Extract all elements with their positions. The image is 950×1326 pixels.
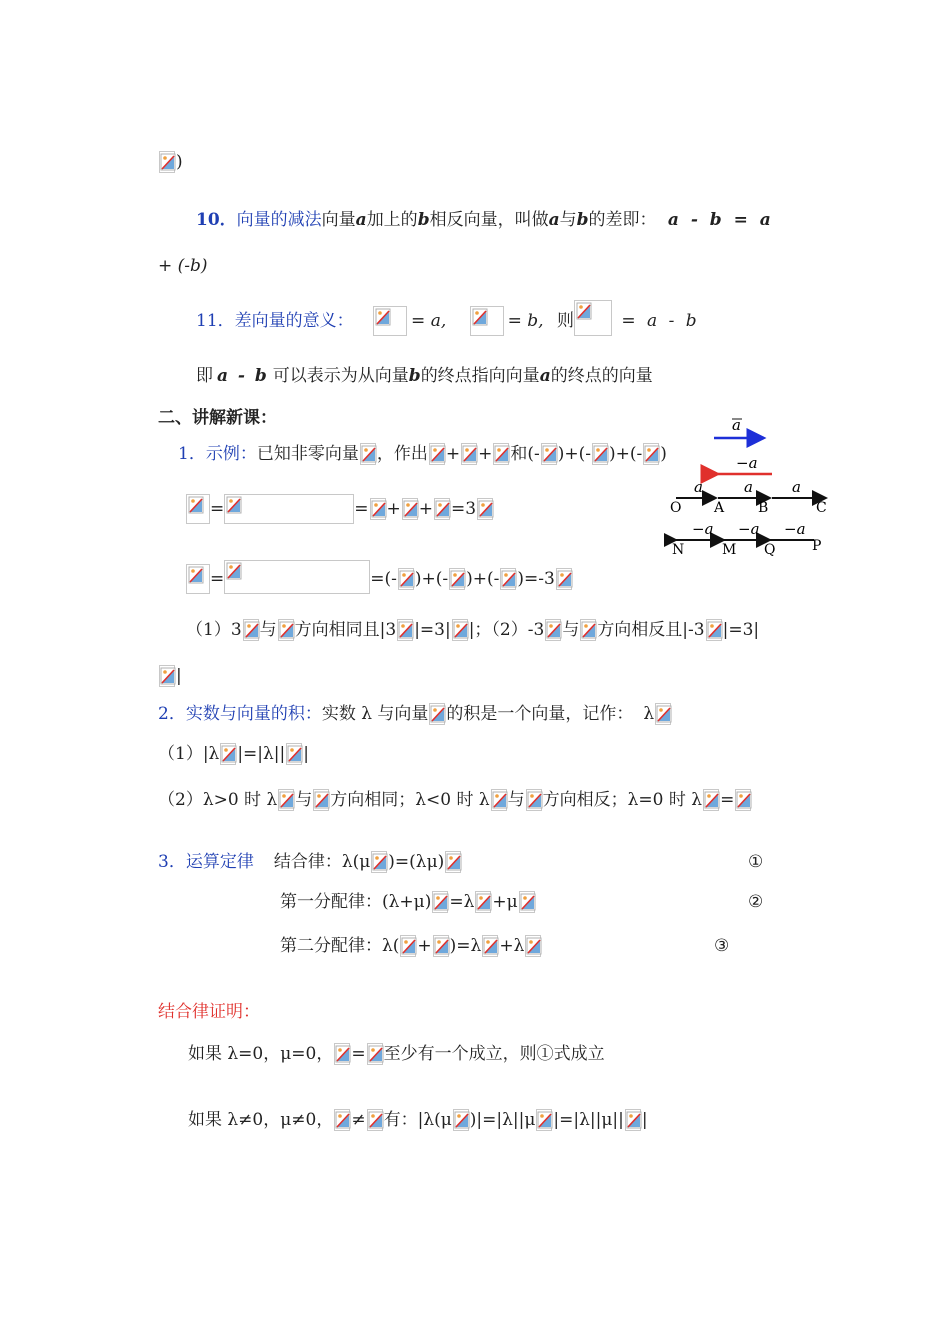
text: =(-	[370, 569, 397, 589]
difference-explanation	[196, 364, 653, 388]
broken-image-icon	[159, 151, 175, 173]
broken-image-icon	[491, 789, 507, 811]
broken-image-icon	[159, 665, 175, 687]
text: 与	[559, 210, 577, 230]
broken-image-icon	[475, 891, 491, 913]
broken-image-icon	[452, 619, 468, 641]
text: |=3|	[722, 620, 760, 640]
broken-image-icon	[188, 495, 204, 517]
text: )+(-	[414, 569, 449, 589]
broken-image-icon	[493, 443, 509, 465]
text: 即	[196, 366, 213, 386]
text: |=|λ||μ||	[553, 1110, 624, 1130]
definition-vector-subtraction	[196, 208, 774, 232]
formula: )=(λμ)	[388, 852, 445, 872]
item-title: 11．差向量的意义：	[196, 311, 354, 331]
var-b: b	[576, 210, 589, 230]
text: |=|λ||	[237, 744, 286, 764]
law-name: 第一分配律：	[280, 892, 382, 912]
broken-image-icon	[313, 789, 329, 811]
broken-image-icon	[375, 307, 391, 329]
text: )+(-	[557, 444, 591, 464]
var-a: a	[548, 210, 560, 230]
point-Q: Q	[764, 542, 776, 558]
proof-case-zero	[188, 1042, 605, 1066]
broken-image-icon	[477, 498, 493, 520]
broken-image-icon	[580, 619, 596, 641]
text: +	[445, 444, 461, 464]
broken-image-icon	[592, 443, 608, 465]
law-second-distributive	[280, 934, 542, 958]
broken-image-icon	[576, 301, 592, 323]
text: 则	[556, 311, 574, 331]
broken-image-icon	[243, 619, 259, 641]
broken-image-icon	[334, 1109, 350, 1131]
formula: +μ	[492, 892, 518, 912]
broken-image-icon	[398, 568, 414, 590]
example-sum-line	[186, 494, 494, 524]
text: |	[641, 1110, 648, 1130]
formula: λ(	[382, 936, 400, 956]
text: （1）|λ	[158, 744, 220, 764]
text: 至少有一个成立，则①式成立	[383, 1044, 605, 1064]
broken-image-icon	[643, 443, 659, 465]
text: )	[176, 152, 183, 172]
broken-image-icon	[334, 1043, 350, 1065]
line-tail-10	[158, 664, 182, 688]
formula-continuation: + (-b)	[158, 256, 208, 276]
proof-heading: 结合律证明：	[158, 1002, 260, 1022]
text: )	[660, 444, 667, 464]
text: 与	[259, 620, 277, 640]
image-box	[574, 300, 612, 336]
item-number: 10．	[196, 210, 237, 230]
point-N: N	[672, 542, 685, 558]
broken-image-icon	[226, 495, 242, 517]
image-box	[186, 494, 210, 524]
formula: )=λ	[449, 936, 482, 956]
broken-image-icon	[220, 743, 236, 765]
var-a: a	[355, 210, 367, 230]
text: |	[303, 744, 309, 764]
text: )=-3	[517, 569, 555, 589]
broken-image-icon	[432, 891, 448, 913]
text: +	[478, 444, 493, 464]
broken-image-icon	[449, 568, 465, 590]
text: =	[210, 569, 225, 589]
text: =	[720, 790, 735, 810]
item-title: 1．示例：	[178, 444, 257, 464]
text: 如果 λ≠0，μ≠0，	[188, 1110, 334, 1130]
example-conclusion	[186, 618, 759, 642]
equation-number-3: ③	[714, 936, 730, 956]
broken-image-icon	[367, 1109, 383, 1131]
formula: +λ	[499, 936, 525, 956]
vector-neg-a-label-QM: −a	[738, 520, 760, 538]
broken-image-icon	[735, 789, 751, 811]
equation-number-2: ②	[748, 892, 764, 912]
formula: =λ	[449, 892, 475, 912]
text: 方向相同；λ<0 时 λ	[330, 790, 490, 810]
text: 方向相反且|-3	[597, 620, 705, 640]
vector-a-label-BC: a	[792, 478, 801, 496]
text: |	[176, 666, 182, 686]
property-magnitude	[158, 742, 309, 766]
text: 方向相同且|3	[294, 620, 397, 640]
vector-a-label: a	[732, 416, 741, 434]
formula: = a - b	[621, 311, 700, 331]
broken-image-icon	[655, 703, 671, 725]
text: 可以表示为从向量	[272, 366, 409, 386]
text: 如果 λ=0，μ=0，	[188, 1044, 334, 1064]
broken-image-icon	[370, 498, 386, 520]
line-tail-0	[158, 150, 183, 174]
text: 与	[507, 790, 525, 810]
broken-image-icon	[706, 619, 722, 641]
broken-image-icon	[433, 935, 449, 957]
broken-image-icon	[445, 851, 461, 873]
broken-image-icon	[556, 568, 572, 590]
broken-image-icon	[226, 561, 242, 583]
item-title: 2．实数与向量的积：	[158, 704, 322, 724]
broken-image-icon	[286, 743, 302, 765]
broken-image-icon	[367, 1043, 383, 1065]
vector-a-label-OA: a	[694, 478, 703, 496]
formula: λ(μ	[341, 852, 371, 872]
text: +	[418, 499, 433, 519]
definition-scalar-product	[158, 702, 672, 726]
equation-number-1: ①	[748, 852, 764, 872]
formula: +	[417, 936, 432, 956]
text: 相反向量，叫做	[429, 210, 549, 230]
var-b: b	[417, 210, 430, 230]
text: =	[351, 1044, 366, 1064]
definition-difference-meaning	[196, 300, 700, 336]
item-title: 3．运算定律	[158, 852, 254, 872]
text: 与	[562, 620, 580, 640]
broken-image-icon	[453, 1109, 469, 1131]
text: 与	[295, 790, 313, 810]
text: 的差即：	[588, 210, 657, 230]
text: 向量	[321, 210, 356, 230]
broken-image-icon	[500, 568, 516, 590]
text: ≠	[351, 1110, 366, 1130]
broken-image-icon	[541, 443, 557, 465]
broken-image-icon	[360, 443, 376, 465]
proof-case-nonzero	[188, 1108, 648, 1132]
example-intro	[178, 442, 667, 466]
broken-image-icon	[625, 1109, 641, 1131]
text: 加上的	[366, 210, 418, 230]
broken-image-icon	[526, 789, 542, 811]
point-O: O	[670, 500, 682, 516]
text: 的终点指向向量	[420, 366, 540, 386]
text: 已知非零向量	[256, 444, 359, 464]
text: |；（2）-3	[468, 620, 545, 640]
broken-image-icon	[482, 935, 498, 957]
point-C: C	[816, 500, 827, 516]
text: ，作出	[376, 444, 428, 464]
var-b: b	[408, 366, 421, 386]
point-P: P	[812, 538, 822, 554]
vector-a-label-AB: a	[744, 478, 753, 496]
item-title: 向量的减法	[236, 210, 322, 230]
text: 的积是一个向量，记作：	[446, 704, 634, 724]
section-heading: 二、讲解新课：	[158, 408, 277, 428]
broken-image-icon	[188, 565, 204, 587]
vector-neg-a-label: −a	[736, 454, 758, 472]
broken-image-icon	[434, 498, 450, 520]
broken-image-icon	[525, 935, 541, 957]
text: （2）λ>0 时 λ	[158, 790, 278, 810]
text: =	[354, 499, 369, 519]
law-associative	[158, 850, 462, 874]
broken-image-icon	[371, 851, 387, 873]
point-A: A	[714, 500, 725, 516]
vector-neg-a-label-PQ: −a	[784, 520, 806, 538]
text: )|=|λ||μ	[469, 1110, 536, 1130]
var-a: a	[539, 366, 551, 386]
image-box	[470, 306, 504, 336]
text: （1）3	[186, 620, 242, 640]
image-box	[373, 306, 407, 336]
point-M: M	[722, 542, 737, 558]
broken-image-icon	[278, 789, 294, 811]
broken-image-icon	[397, 619, 413, 641]
broken-image-icon	[429, 703, 445, 725]
law-first-distributive	[280, 890, 536, 914]
broken-image-icon	[519, 891, 535, 913]
text: )+(-	[466, 569, 500, 589]
text: 有：|λ(μ	[383, 1110, 452, 1130]
broken-image-icon	[400, 935, 416, 957]
image-box	[186, 564, 210, 594]
formula: = b,	[507, 311, 544, 331]
text: λ	[643, 704, 655, 724]
text: |=3|	[414, 620, 451, 640]
broken-image-icon	[703, 789, 719, 811]
text: 方向相反；λ=0 时 λ	[542, 790, 703, 810]
text: )+(-	[608, 444, 643, 464]
law-name: 结合律：	[273, 852, 342, 872]
broken-image-icon	[472, 307, 488, 329]
text: =3	[451, 499, 477, 519]
formula: (λ+μ)	[382, 892, 432, 912]
vector-diagram	[664, 416, 840, 558]
broken-image-icon	[429, 443, 445, 465]
image-box	[224, 494, 354, 524]
law-name: 第二分配律：	[280, 936, 382, 956]
formula: a - b = a	[667, 210, 774, 230]
text: =	[210, 499, 225, 519]
text: 和(-	[510, 444, 540, 464]
formula: a - b	[217, 366, 269, 386]
text: 实数 λ 与向量	[321, 704, 429, 724]
broken-image-icon	[278, 619, 294, 641]
broken-image-icon	[402, 498, 418, 520]
example-negative-sum-line	[186, 560, 573, 594]
image-box	[224, 560, 370, 594]
broken-image-icon	[461, 443, 477, 465]
vector-neg-a-label-MN: −a	[692, 520, 714, 538]
point-B: B	[758, 500, 769, 516]
text: 的终点的向量	[550, 366, 653, 386]
property-direction	[158, 788, 752, 812]
text: +	[386, 499, 401, 519]
broken-image-icon	[545, 619, 561, 641]
formula: = a,	[411, 311, 447, 331]
broken-image-icon	[536, 1109, 552, 1131]
